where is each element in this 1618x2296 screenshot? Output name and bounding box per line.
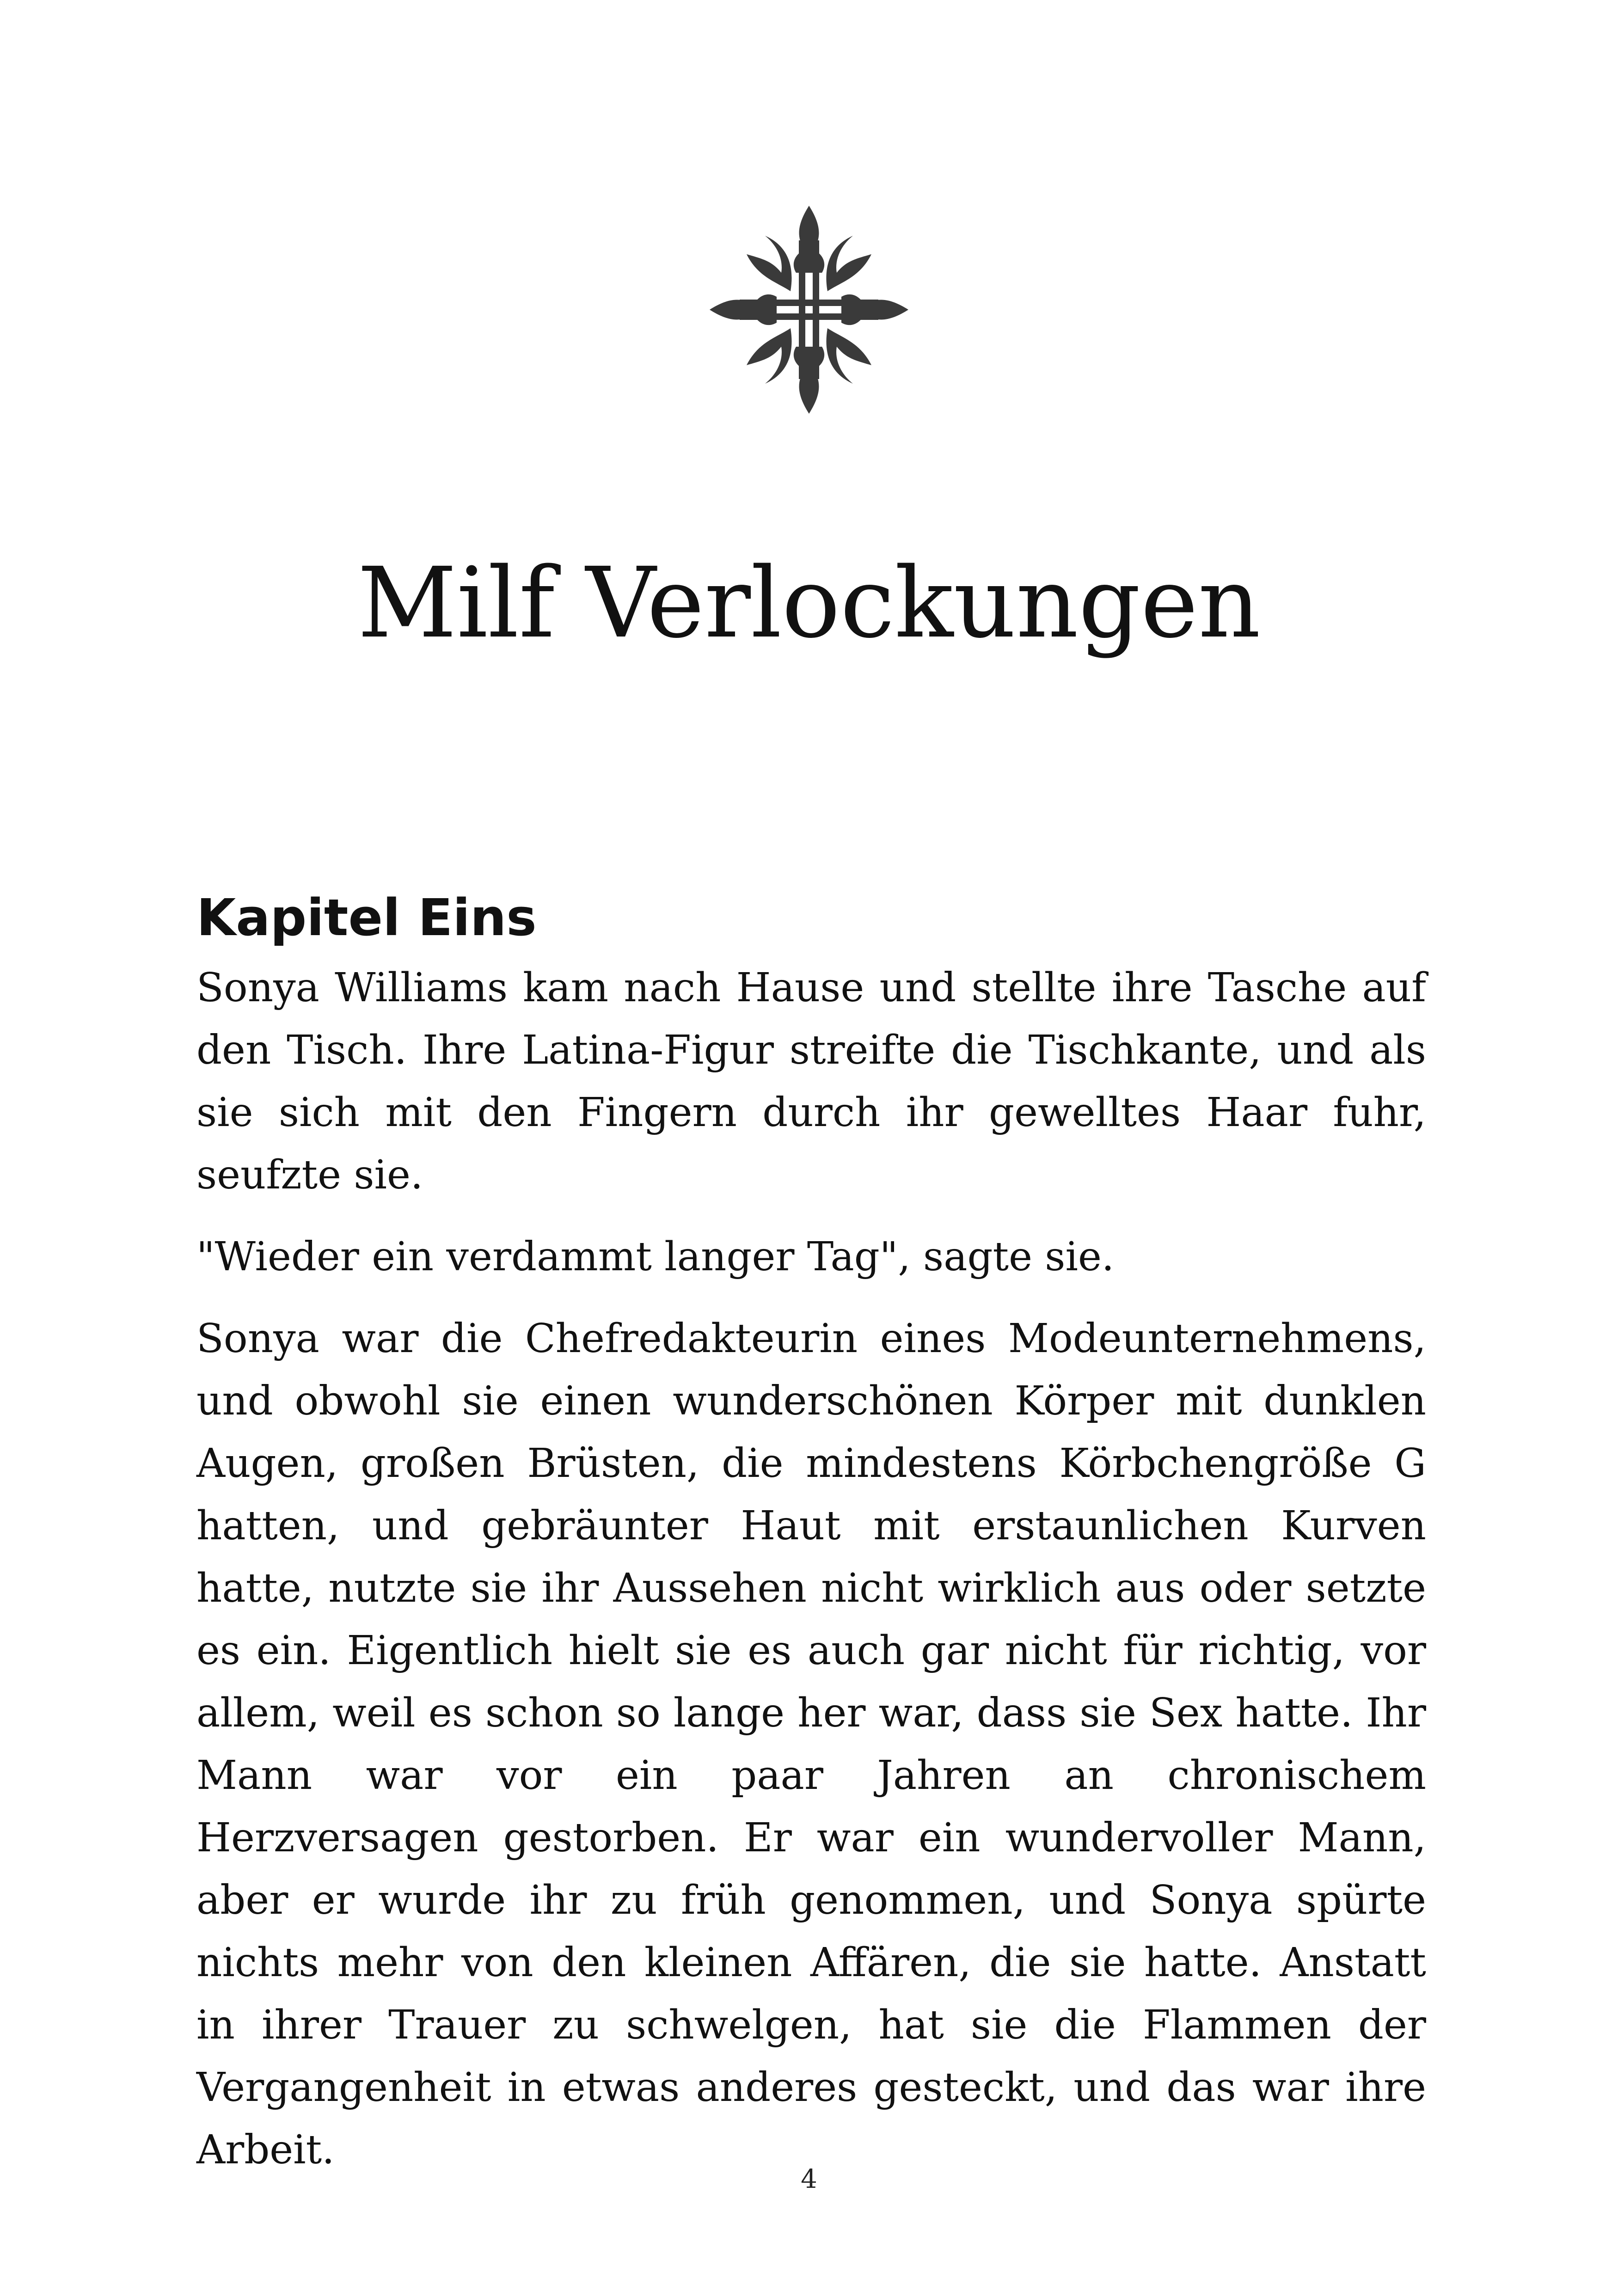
- page-number: 4: [801, 2164, 817, 2194]
- paragraph: Sonya Williams kam nach Hause und stellte ihre Tasche auf den Tisch. Ihre Latina-Figur streifte die Tischkante, und als sie sich mit den Fingern durch ihr gewelltes Haar fuhr, seufzte sie.: [196, 965, 1426, 1198]
- chapter-body: [196, 883, 1426, 2201]
- book-title: Milf Verlockungen: [357, 546, 1261, 660]
- paragraph: Sonya war die Chefredakteurin eines Modeunternehmens, und obwohl sie einen wunderschönen Körper mit dunklen Augen, großen Brüsten, die mindestens Körbchengröße G hatten, und gebräunter Haut mit erstaunlichen Kurven hatte, nutzte sie ihr Aussehen nicht wirklich aus oder setzte es ein. Eigentlich hielt sie es auch gar nicht für richtig, vor allem, weil es schon so lange her war, dass sie Sex hatte. Ihr Mann war vor ein paar Jahren an chronischem Herzversagen gestorben. Er war ein wundervoller Mann, aber er wurde ihr zu früh genommen, und Sonya spürte nichts mehr von den kleinen Affären, die sie hatte. Anstatt in ihrer Trauer zu schwelgen, hat sie die Flammen der Vergangenheit in etwas anderes gesteckt, und das war ihre Arbeit.: [196, 1316, 1426, 2173]
- cross-ornament-icon: [707, 203, 911, 416]
- chapter-heading: Kapitel Eins: [196, 888, 537, 947]
- paragraph: "Wieder ein verdammt langer Tag", sagte sie.: [196, 1234, 1115, 1280]
